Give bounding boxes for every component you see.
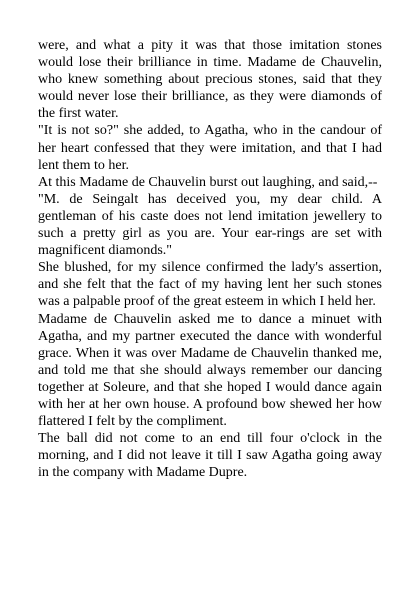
- paragraph: "M. de Seingalt has deceived you, my dear child. A gentleman of his caste does not lend imitation jewellery to such a pretty girl as you are. Your ear-rings are set with magnificent diamonds.": [38, 191, 382, 259]
- paragraph: At this Madame de Chauvelin burst out laughing, and said,--: [38, 174, 378, 190]
- paragraph: "It is not so?" she added, to Agatha, who in the candour of her heart confessed that they were imitation, and that I had lent them to her.: [38, 123, 382, 173]
- paragraph: The ball did not come to an end till four o'clock in the morning, and I did not leave it till I saw Agatha going away in the company with Madame Dupre.: [38, 431, 382, 481]
- body-text: [38, 37, 382, 481]
- paragraph: were, and what a pity it was that those imitation stones would lose their brilliance in time. Madame de Chauvelin, who knew something about precious stones, said that they would never lose their brilliance, as they were diamonds of the first water.: [38, 38, 382, 122]
- paragraph: She blushed, for my silence confirmed the lady's assertion, and she felt that the fact of my having lent her such stones was a palpable proof of the great esteem in which I held her.: [38, 260, 382, 310]
- paragraph: Madame de Chauvelin asked me to dance a minuet with Agatha, and my partner executed the dance with wonderful grace. When it was over Madame de Chauvelin thanked me, and told me that she should always remember our dancing together at Soleure, and that she hoped I would dance again with her at her own house. A profound bow shewed her how flattered I felt by the compliment.: [38, 311, 382, 430]
